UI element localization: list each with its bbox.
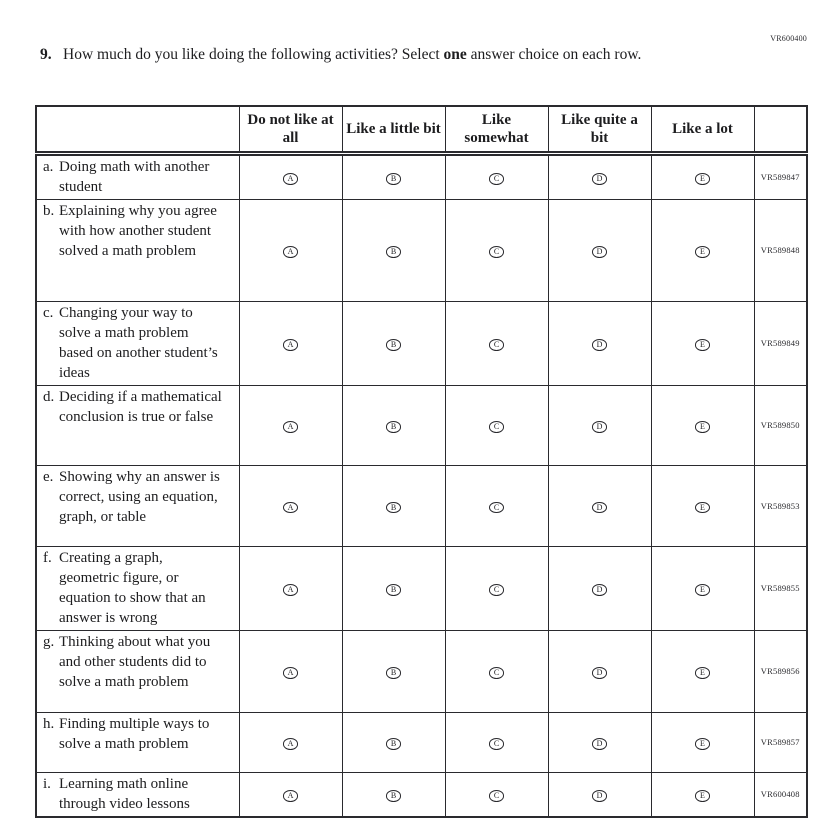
option-cell (342, 301, 445, 385)
option-cell (445, 301, 548, 385)
answer-bubble-d[interactable]: D (592, 667, 607, 679)
header-row (36, 106, 807, 153)
table-row (36, 465, 807, 546)
option-cell (548, 301, 651, 385)
table-row (36, 772, 807, 817)
vr-code-header (754, 106, 807, 153)
answer-bubble-d[interactable]: D (592, 584, 607, 596)
option-cell (445, 546, 548, 630)
answer-bubble-e[interactable]: E (695, 584, 710, 596)
row-letter: i. (43, 775, 51, 792)
option-cell (342, 546, 445, 630)
answer-bubble-c[interactable]: C (489, 667, 504, 679)
table-row (36, 153, 807, 199)
option-cell (548, 465, 651, 546)
answer-bubble-e[interactable]: E (695, 421, 710, 433)
answer-bubble-c[interactable]: C (489, 173, 504, 185)
option-cell (651, 712, 754, 772)
option-cell (239, 546, 342, 630)
answer-bubble-a[interactable]: A (283, 738, 298, 750)
question-bold-word: one (443, 46, 467, 63)
option-cell (445, 630, 548, 712)
corner-cell (36, 106, 239, 153)
answer-bubble-b[interactable]: B (386, 738, 401, 750)
option-cell (445, 465, 548, 546)
column-header: Like quite a bit (548, 106, 651, 153)
option-cell (548, 546, 651, 630)
answer-bubble-d[interactable]: D (592, 421, 607, 433)
answer-bubble-d[interactable]: D (592, 246, 607, 258)
answer-bubble-c[interactable]: C (489, 584, 504, 596)
option-cell (445, 772, 548, 817)
row-letter: f. (43, 549, 52, 566)
option-cell (651, 630, 754, 712)
table-row (36, 199, 807, 301)
answer-bubble-a[interactable]: A (283, 173, 298, 185)
option-cell (445, 712, 548, 772)
activity-rating-table (35, 105, 808, 818)
answer-bubble-d[interactable]: D (592, 502, 607, 514)
vr-code: VR589855 (754, 546, 807, 630)
option-cell (548, 712, 651, 772)
vr-code: VR589849 (754, 301, 807, 385)
row-letter: b. (43, 202, 55, 219)
activity-label-cell (36, 301, 239, 385)
question-number: 9. (40, 46, 52, 63)
table-row (36, 301, 807, 385)
activity-label: Finding multiple ways to solve a math problem (59, 715, 210, 752)
option-cell (445, 153, 548, 199)
question-text-after: answer choice on each row. (466, 46, 642, 63)
option-cell (651, 301, 754, 385)
answer-bubble-b[interactable]: B (386, 173, 401, 185)
option-cell (342, 772, 445, 817)
form-code: VR600400 (770, 34, 807, 43)
answer-bubble-c[interactable]: C (489, 339, 504, 351)
row-letter: d. (43, 388, 55, 405)
answer-bubble-e[interactable]: E (695, 667, 710, 679)
table-row (36, 546, 807, 630)
vr-code: VR600408 (754, 772, 807, 817)
answer-bubble-b[interactable]: B (386, 584, 401, 596)
option-cell (548, 385, 651, 465)
activity-label-cell (36, 153, 239, 199)
option-cell (342, 465, 445, 546)
option-cell (239, 465, 342, 546)
answer-bubble-a[interactable]: A (283, 246, 298, 258)
activity-label-cell (36, 546, 239, 630)
activity-label-cell (36, 630, 239, 712)
row-letter: c. (43, 304, 54, 321)
option-cell (239, 153, 342, 199)
vr-code: VR589848 (754, 199, 807, 301)
table-row (36, 630, 807, 712)
activity-label: Creating a graph, geometric figure, or equation to show that an answer is wrong (59, 549, 206, 626)
activity-label: Explaining why you agree with how another student solved a math problem (59, 202, 217, 259)
column-header: Like somewhat (445, 106, 548, 153)
answer-bubble-a[interactable]: A (283, 584, 298, 596)
answer-bubble-a[interactable]: A (283, 667, 298, 679)
activity-label-cell (36, 465, 239, 546)
question-text (63, 44, 641, 65)
row-letter: h. (43, 715, 55, 732)
option-cell (651, 772, 754, 817)
table-row (36, 385, 807, 465)
option-cell (342, 712, 445, 772)
row-letter: a. (43, 158, 54, 175)
answer-bubble-d[interactable]: D (592, 339, 607, 351)
vr-code: VR589857 (754, 712, 807, 772)
option-cell (548, 199, 651, 301)
answer-bubble-a[interactable]: A (283, 790, 298, 802)
answer-bubble-c[interactable]: C (489, 738, 504, 750)
answer-bubble-d[interactable]: D (592, 738, 607, 750)
option-cell (239, 301, 342, 385)
answer-bubble-e[interactable]: E (695, 738, 710, 750)
answer-bubble-b[interactable]: B (386, 421, 401, 433)
answer-bubble-e[interactable]: E (695, 246, 710, 258)
option-cell (445, 385, 548, 465)
question (40, 44, 700, 65)
activity-label-cell (36, 199, 239, 301)
option-cell (239, 630, 342, 712)
answer-bubble-b[interactable]: B (386, 246, 401, 258)
activity-label-cell (36, 712, 239, 772)
activity-label: Thinking about what you and other students did to solve a math problem (59, 633, 211, 690)
answer-bubble-e[interactable]: E (695, 502, 710, 514)
option-cell (651, 546, 754, 630)
answer-bubble-c[interactable]: C (489, 502, 504, 514)
answer-bubble-e[interactable]: E (695, 339, 710, 351)
answer-bubble-a[interactable]: A (283, 421, 298, 433)
option-cell (651, 465, 754, 546)
vr-code: VR589850 (754, 385, 807, 465)
column-header: Do not like at all (239, 106, 342, 153)
answer-bubble-a[interactable]: A (283, 339, 298, 351)
answer-bubble-d[interactable]: D (592, 790, 607, 802)
answer-bubble-c[interactable]: C (489, 246, 504, 258)
column-header: Like a little bit (342, 106, 445, 153)
activity-label: Showing why an answer is correct, using an equation, graph, or table (59, 468, 220, 525)
answer-bubble-c[interactable]: C (489, 421, 504, 433)
answer-bubble-b[interactable]: B (386, 502, 401, 514)
option-cell (548, 153, 651, 199)
activity-label-cell (36, 772, 239, 817)
activity-label-cell (36, 385, 239, 465)
answer-bubble-c[interactable]: C (489, 790, 504, 802)
vr-code: VR589847 (754, 153, 807, 199)
activity-label: Doing math with another student (59, 158, 210, 195)
option-cell (239, 712, 342, 772)
option-cell (239, 772, 342, 817)
option-cell (651, 385, 754, 465)
vr-code: VR589853 (754, 465, 807, 546)
answer-bubble-e[interactable]: E (695, 790, 710, 802)
option-cell (239, 385, 342, 465)
answer-bubble-b[interactable]: B (386, 339, 401, 351)
answer-bubble-e[interactable]: E (695, 173, 710, 185)
option-cell (548, 772, 651, 817)
option-cell (651, 153, 754, 199)
answer-bubble-d[interactable]: D (592, 173, 607, 185)
vr-code: VR589856 (754, 630, 807, 712)
option-cell (342, 153, 445, 199)
option-cell (651, 199, 754, 301)
answer-bubble-b[interactable]: B (386, 790, 401, 802)
activity-label: Learning math online through video lessons (59, 775, 190, 812)
row-letter: g. (43, 633, 55, 650)
answer-bubble-b[interactable]: B (386, 667, 401, 679)
option-cell (342, 630, 445, 712)
column-header: Like a lot (651, 106, 754, 153)
activity-label: Changing your way to solve a math problem based on another student’s ideas (59, 304, 218, 381)
answer-bubble-a[interactable]: A (283, 502, 298, 514)
activity-label: Deciding if a mathematical conclusion is true or false (59, 388, 222, 425)
option-cell (445, 199, 548, 301)
option-cell (548, 630, 651, 712)
option-cell (239, 199, 342, 301)
row-letter: e. (43, 468, 54, 485)
option-cell (342, 199, 445, 301)
option-cell (342, 385, 445, 465)
question-text-before: How much do you like doing the following activities? Select (63, 46, 444, 63)
table-row (36, 712, 807, 772)
